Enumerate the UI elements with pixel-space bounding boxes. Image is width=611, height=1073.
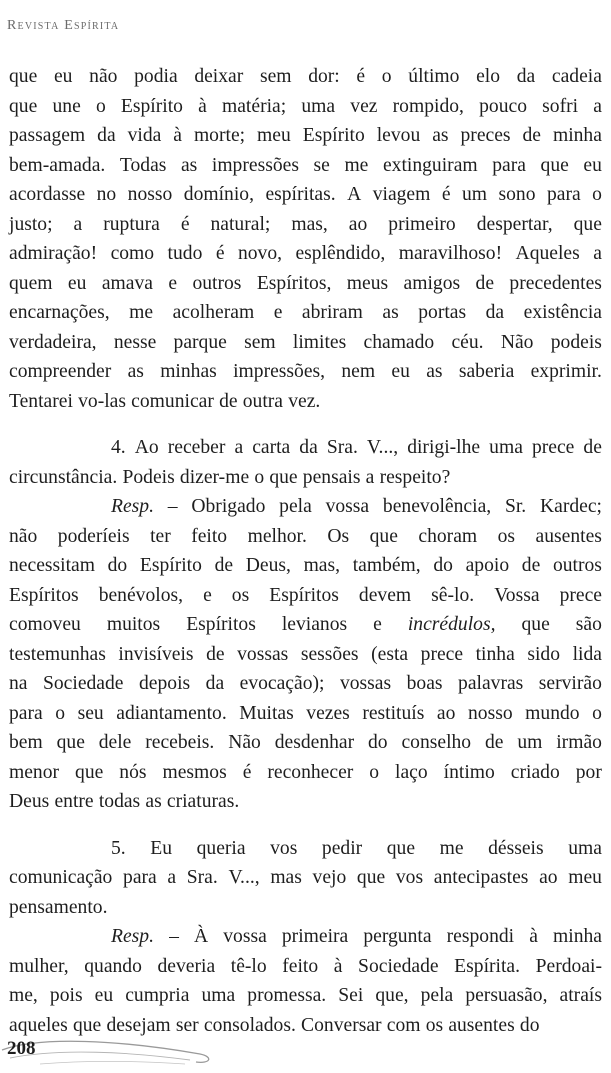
page-footer xyxy=(0,1030,611,1073)
paragraph xyxy=(9,834,602,923)
text-line: aqueles que desejam ser consolados. Conversar com os ausentes do xyxy=(9,1014,540,1036)
text-line: comunicação para a Sra. V..., mas vejo que vos antecipastes ao meu xyxy=(9,867,602,888)
text-line: para o seu adiantamento. Muitas vezes restituís ao nosso mundo o xyxy=(9,702,602,724)
paragraph xyxy=(9,922,602,1040)
text-line: acordasse no nosso domínio, espíritas. A viagem é um sono para o xyxy=(9,184,602,205)
text-line: justo; a ruptura é natural; mas, ao primeiro despertar, que xyxy=(9,213,602,235)
text-line: que eu não podia deixar sem dor: é o último elo da cadeia xyxy=(9,66,602,87)
text-line: compreender as minhas impressões, nem eu as saberia exprimir. xyxy=(9,361,602,382)
text-line: bem-amada. Todas as impressões se me extinguiram para que eu xyxy=(9,154,602,176)
running-head: Revista Espírita xyxy=(7,18,120,33)
text-line: Tentarei vo-las comunicar de outra vez. xyxy=(9,390,321,412)
text-line: admiração! como tudo é novo, esplêndido, maravilhoso! Aqueles a xyxy=(9,243,602,264)
text-line: Resp. – À vossa primeira pergunta respondi à minha xyxy=(111,926,602,947)
page-number: 208 xyxy=(7,1038,36,1059)
text-line: menor que nós mesmos é reconhecer o laço íntimo criado por xyxy=(9,761,602,783)
text-line: Espíritos benévolos, e os Espíritos devem sê-lo. Vossa prece xyxy=(9,584,602,606)
body-text xyxy=(9,62,602,1040)
paragraph-gap xyxy=(9,416,602,433)
text-line: mulher, quando deveria tê-lo feito à Sociedade Espírita. Perdoai- xyxy=(9,955,602,977)
text-line: que une o Espírito à matéria; uma vez rompido, pouco sofri a xyxy=(9,95,602,117)
text-line: Resp. – Obrigado pela vossa benevolência, Sr. Kardec; xyxy=(111,496,602,517)
text-line: 5. Eu queria vos pedir que me désseis uma xyxy=(111,837,602,859)
text-line: encarnações, me acolheram e abriram as portas da existência xyxy=(9,302,602,323)
text-line: comoveu muitos Espíritos levianos e incrédulos, que são xyxy=(9,614,602,635)
paragraph xyxy=(9,62,602,416)
text-line: quem eu amava e outros Espíritos, meus amigos de precedentes xyxy=(9,272,602,294)
paragraph-gap xyxy=(9,817,602,834)
text-line: 4. Ao receber a carta da Sra. V..., dirigi-lhe uma prece de xyxy=(111,437,602,458)
text-line: pensamento. xyxy=(9,896,108,918)
text-line: necessitam do Espírito de Deus, mas, também, do apoio de outros xyxy=(9,555,602,576)
text-line: testemunhas invisíveis de vossas sessões (esta prece tinha sido lida xyxy=(9,643,602,665)
text-line: na Sociedade depois da evocação); vossas boas palavras servirão xyxy=(9,673,602,694)
text-line: verdadeira, nesse parque sem limites chamado céu. Não podeis xyxy=(9,331,602,353)
paragraph xyxy=(9,433,602,492)
text-line: passagem da vida à morte; meu Espírito levou as preces de minha xyxy=(9,125,602,146)
text-line: bem que dele recebeis. Não desdenhar do conselho de um irmão xyxy=(9,732,602,753)
text-line: me, pois eu cumpria uma promessa. Sei que, pela persuasão, atraís xyxy=(9,985,602,1006)
decorative-swash-ornament xyxy=(0,1030,260,1073)
paragraph xyxy=(9,492,602,817)
text-line: Deus entre todas as criaturas. xyxy=(9,791,240,812)
text-line: circunstância. Podeis dizer-me o que pensais a respeito? xyxy=(9,466,451,488)
text-line: não poderíeis ter feito melhor. Os que choram os ausentes xyxy=(9,525,602,547)
